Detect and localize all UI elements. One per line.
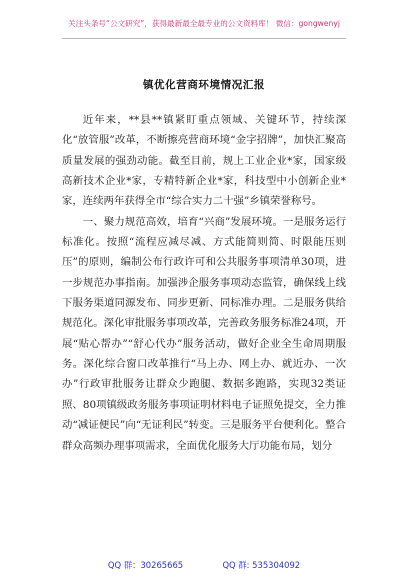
document-title: 镇优化营商环境情况汇报 xyxy=(142,79,266,91)
body-paragraph: 一、聚力规范高效，培育“兴商”发展环境。一是服务运行标准化。按照“流程应减尽减、方式能简则简、时限能压则压”的原则，编制公布行政许可和公共服务事项清单30项，进一步规范办事指南。加强涉企服务事项动态监管，确保线上线下服务渠道同源发布、同步更新、同标准办理。二是服务供给规范化。深化审批服务事项改革，完善政务服务标准24项，开展“贴心帮办”“舒心代办”服务活动，做好企业全生命周期服务。深化综合窗口改革推行“马上办、网上办、就近办、一次办”行政审批服务让群众少跑腿、数据多跑路，实现32类证照、80项镇级政务服务事项证明材料电子证照免提交，全力推动“减证便民”向“无证利民”转变。三是服务平台便利化。整合群众高频办理事项需求，全面优化服务大厅功能布局，划分 xyxy=(62,215,346,452)
qq-group-left: QQ 群：30265665 xyxy=(107,560,184,570)
promo-banner: 关注头条号“公文研究”，获得最新最全最专业的公文资料库！ 微信：gongwenyj xyxy=(68,19,340,28)
header-divider xyxy=(62,38,346,39)
footer-contacts xyxy=(0,558,408,572)
qq-group-right: QQ 群: 535304092 xyxy=(222,560,301,570)
document-body xyxy=(62,110,346,456)
body-paragraph: 近年来，**县**镇紧盯重点领域、关键环节，持续深化“放管服”改革，不断擦亮营商环境“金字招牌”，加快汇聚高质量发展的强劲动能。截至目前，规上工业企业*家，国家级高新技术企业*家，专精特新企业*家，科技型中小创新企业*家，连续两年获得全市“综合实力二十强”乡镇荣誉称号。 xyxy=(62,114,346,208)
